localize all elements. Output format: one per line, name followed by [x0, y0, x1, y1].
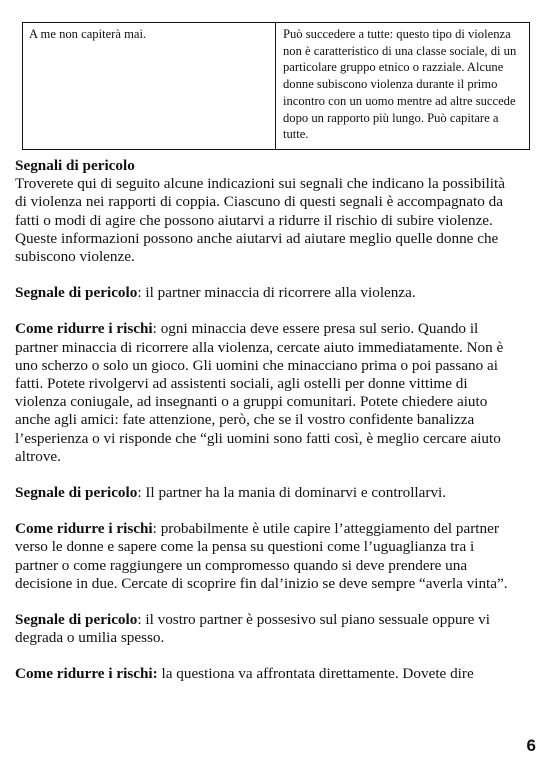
section-intro: [15, 157, 520, 266]
risk-reduction-label: Come ridurre i rischi: [15, 520, 153, 538]
danger-signal-text: il partner minaccia di ricorrere alla violenza.: [145, 284, 416, 302]
main-content: [15, 157, 520, 702]
page-number: 6: [526, 736, 536, 755]
fact-text: Può succedere a tutte: questo tipo di violenza non è caratteristico di una classe sociale, di un particolare gruppo etnico o razziale. Alcune donne subiscono violenza durante il primo incontro con un uomo mentre ad altre succede dopo un rapporto più lungo. Può capitare a tutte.: [283, 27, 517, 142]
risk-reduction-text: ogni minaccia deve essere presa sul serio. Quando il partner minaccia di ricorrere alla violenza, cercate aiuto immediatamente. Non è uno scherzo o solo un gioco. Gli uomini che minacciano prima o poi passano ai fatti. Potete rivolgervi ad assistenti sociali, agli ostelli per donne vittime di violenza coniugale, ad insegnanti o a gruppi comunitari. Potete chiedere aiuto anche agli amici: fate attenzione, però, che se il vostro confidente banalizza l’esperienza o vi risponde che “gli uomini sono fatti così, è meglio cercare aiuto altrove.: [15, 320, 504, 465]
risk-reduction-text: probabilmente è utile capire l’atteggiamento del partner verso le donne e sapere come la pensa su questioni come l’uguaglianza tra i partner o come raggiungere un compromesso quando si deve prendere una decisione in due. Cercate di scoprire fin dal’inizio se deve sempre “averla vinta”.: [15, 520, 508, 592]
risk-reduction-text: la questiona va affrontata direttamente. Dovete dire: [161, 665, 474, 683]
risk-reduction-label: Come ridurre i rischi: [15, 320, 153, 338]
risk-reduction-paragraph: [15, 665, 520, 683]
danger-signal-text: il vostro partner è possesivo sul piano sessuale oppure vi degrada o umilia spesso.: [15, 611, 490, 647]
risk-reduction-paragraph: Come ridurre i rischi: probabilmente è utile capire l’atteggiamento del partner verso le donne e sapere come la pensa su questioni come l’uguaglianza tra i partner o come raggiungere un compromesso quando si deve prendere una decisione in due. Cercate di scoprire fin dal’inizio se deve sempre “averla vinta”.: [15, 520, 508, 592]
myth-text: A me non capiterà mai.: [29, 27, 147, 41]
myth-fact-table: [22, 22, 530, 150]
section-title: Segnali di pericolo: [15, 157, 135, 174]
danger-signal-text: Il partner ha la mania di dominarvi e controllarvi.: [145, 484, 447, 502]
danger-signal-label: Segnale di pericolo: [15, 611, 138, 629]
danger-signal-paragraph: Segnale di pericolo: il partner minaccia di ricorrere alla violenza.: [15, 284, 416, 302]
danger-signal-label: Segnale di pericolo: [15, 484, 138, 502]
myth-cell: [23, 23, 276, 149]
fact-cell: [276, 23, 529, 149]
danger-signal-label: Segnale di pericolo: [15, 284, 138, 302]
danger-signal-paragraph: Segnale di pericolo: Il partner ha la mania di dominarvi e controllarvi.: [15, 484, 447, 502]
risk-reduction-label: Come ridurre i rischi:: [15, 665, 158, 683]
risk-reduction-paragraph: Come ridurre i rischi: ogni minaccia deve essere presa sul serio. Quando il partner minaccia di ricorrere alla violenza, cercate aiuto immediatamente. Non è uno scherzo o solo un gioco. Gli uomini che minacciano prima o poi passano ai fatti. Potete rivolgervi ad assistenti sociali, agli ostelli per donne vittime di violenza coniugale, ad insegnanti o a gruppi comunitari. Potete chiedere aiuto anche agli amici: fate attenzione, però, che se il vostro confidente banalizza l’esperienza o vi risponde che “gli uomini sono fatti così, è meglio cercare aiuto altrove.: [15, 320, 504, 465]
danger-signal-paragraph: Segnale di pericolo: il vostro partner è possesivo sul piano sessuale oppure vi degrada o umilia spesso.: [15, 611, 490, 647]
intro-paragraph: Troverete qui di seguito alcune indicazioni sui segnali che indicano la possibilità di violenza nei rapporti di coppia. Ciascuno di questi segnali è accompagnato da fatti o modi di agire che possono aiutarvi a ridurre il rischio di subire violenze. Queste informazioni possono anche aiutarvi ad aiutare meglio quelle donne che subiscono violenze.: [15, 175, 505, 266]
